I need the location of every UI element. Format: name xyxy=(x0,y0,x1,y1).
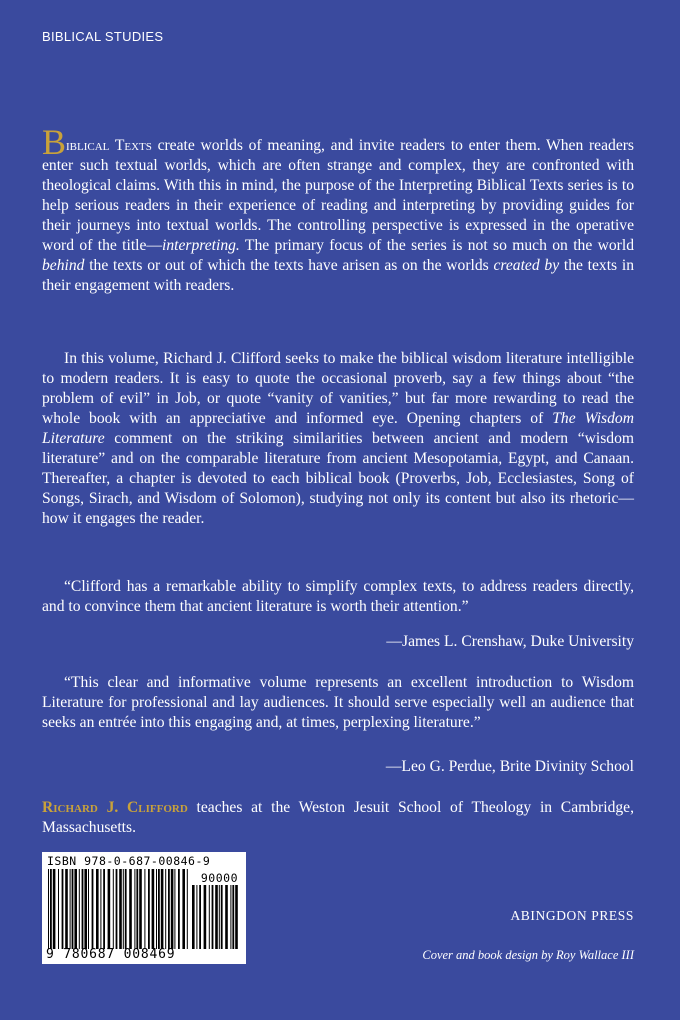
barcode-bar xyxy=(116,869,118,949)
description-paragraph-1 xyxy=(42,122,635,296)
barcode-bar xyxy=(70,869,71,949)
text-run: the texts or out of which the texts have arisen as on the worlds xyxy=(84,257,494,274)
barcode-bar xyxy=(48,869,49,949)
barcode-bar xyxy=(161,869,164,949)
endorsement-attribution-2: —Leo G. Perdue, Brite Divinity School xyxy=(385,758,634,775)
price-code: 90000 xyxy=(200,871,238,885)
barcode-bar xyxy=(96,869,99,949)
barcode-bar xyxy=(178,869,180,949)
text-run: The primary focus of the series is not so much on the world xyxy=(239,237,634,254)
barcode-bar xyxy=(209,885,210,949)
barcode-bar xyxy=(187,869,188,949)
author-bio-text: teaches at the Weston Jesuit School of Theology in Cambridge, Massachusetts. xyxy=(42,799,634,836)
author-bio xyxy=(42,798,634,838)
barcode-bar xyxy=(232,885,234,949)
barcode-bar xyxy=(156,869,157,949)
barcode-bar xyxy=(65,869,68,949)
barcode-bar xyxy=(230,885,231,949)
barcode-bar xyxy=(74,869,77,949)
endorsement-attribution-1: —James L. Crenshaw, Duke University xyxy=(386,633,634,650)
book-title: The Wisdom Literature xyxy=(42,410,634,447)
text-run: In this volume, Richard J. Clifford seeks to make the biblical wisdom literature intelligible to modern readers. It is easy to quote the occasional proverb, say a few things about “the problem of evil” in Job, or quote “vanity of vanities,” but far more rewarding to read the whole book with an appreciative and informed eye. Opening chapters of xyxy=(42,350,634,427)
description-paragraph-2 xyxy=(42,349,634,529)
barcode-bar xyxy=(108,869,111,949)
barcode-bar xyxy=(182,869,185,949)
design-credit: Cover and book design by Roy Wallace III xyxy=(422,948,634,962)
barcode-bar xyxy=(168,869,170,949)
barcode-bar xyxy=(103,869,105,949)
barcode-bar xyxy=(79,869,80,949)
barcode-bar xyxy=(215,885,218,949)
emphasis: behind xyxy=(42,257,85,274)
barcode-bar xyxy=(235,885,238,949)
barcode-bar xyxy=(148,869,150,949)
barcode-bar xyxy=(84,869,87,949)
barcode-bar xyxy=(72,869,74,949)
barcode-bar xyxy=(221,885,223,949)
emphasis: interpreting. xyxy=(162,237,240,254)
barcode-bar xyxy=(100,869,101,949)
barcode-bar xyxy=(123,869,124,949)
barcode-bar xyxy=(119,869,122,949)
text-run: the texts in their engagement with readers. xyxy=(42,257,635,294)
barcode-bar xyxy=(165,869,166,949)
barcode-bar xyxy=(158,869,160,949)
barcode-bar xyxy=(171,869,174,949)
barcode-bar xyxy=(53,869,56,949)
barcode-bar xyxy=(196,885,197,949)
barcode-bar xyxy=(88,869,89,949)
barcode-bar xyxy=(139,869,142,949)
lead-in: iblical Texts xyxy=(66,137,152,154)
barcode-digits: 9 780687 008469 xyxy=(46,947,176,962)
barcode-bar xyxy=(174,869,175,949)
barcode-bar xyxy=(134,869,135,949)
barcode-bar xyxy=(199,885,201,949)
author-name: Richard J. Clifford xyxy=(42,799,188,816)
barcode-bar xyxy=(129,869,132,949)
barcode-bar xyxy=(82,869,84,949)
isbn-barcode xyxy=(42,852,246,964)
emphasis: created by xyxy=(493,257,560,274)
text-run: comment on the striking similarities between ancient and modern “wisdom literature” and on the comparable literature from ancient Mesopotamia, Egypt, and Canaan. Thereafter, a chapter is devoted to each biblical book (Proverbs, Job, Ecclesiastes, Song of Songs, Sirach, and Wisdom of Solomon), studying not only its content but also its rhetoric—how it engages the reader. xyxy=(42,430,634,527)
barcode-bar xyxy=(152,869,155,949)
barcode-bar xyxy=(125,869,127,949)
barcode-bar xyxy=(92,869,94,949)
publisher-name: ABINGDON PRESS xyxy=(510,908,634,923)
barcode-bar xyxy=(212,885,214,949)
barcode-bar xyxy=(219,885,220,949)
barcode-addon-bars xyxy=(192,885,240,949)
barcode-bar xyxy=(113,869,114,949)
series-category: BIBLICAL STUDIES xyxy=(42,29,164,44)
barcode-bar xyxy=(58,869,59,949)
barcode-bar xyxy=(50,869,52,949)
barcode-bar xyxy=(136,869,138,949)
text-run: create worlds of meaning, and invite readers to enter them. When readers enter such textual worlds, which are often strange and complex, they are confronted with theological claims. With this in mind, the purpose of the Interpreting Biblical Texts series is to help serious readers in their experience of reading and interpreting by providing guides for their journeys into textual worlds. The controlling perspective is expressed in the operative word of the title— xyxy=(42,137,634,254)
endorsement-quote-2: “This clear and informative volume represents an excellent introduction to Wisdom Literature for professional and lay audiences. It should serve especially well an audience that seeks an entrée into this engaging and, at times, perplexing literature.” xyxy=(42,674,634,731)
barcode-bars xyxy=(48,869,188,949)
barcode-bar xyxy=(144,869,145,949)
isbn-number: ISBN 978-0-687-00846-9 xyxy=(47,854,211,868)
barcode-bar xyxy=(225,885,228,949)
barcode-bar xyxy=(62,869,64,949)
barcode-bar xyxy=(204,885,207,949)
drop-cap: B xyxy=(42,122,67,162)
endorsement-quote-1: “Clifford has a remarkable ability to simplify complex texts, to address readers directly, and to convince them that ancient literature is worth their attention.” xyxy=(42,578,634,615)
barcode-bar xyxy=(192,885,195,949)
